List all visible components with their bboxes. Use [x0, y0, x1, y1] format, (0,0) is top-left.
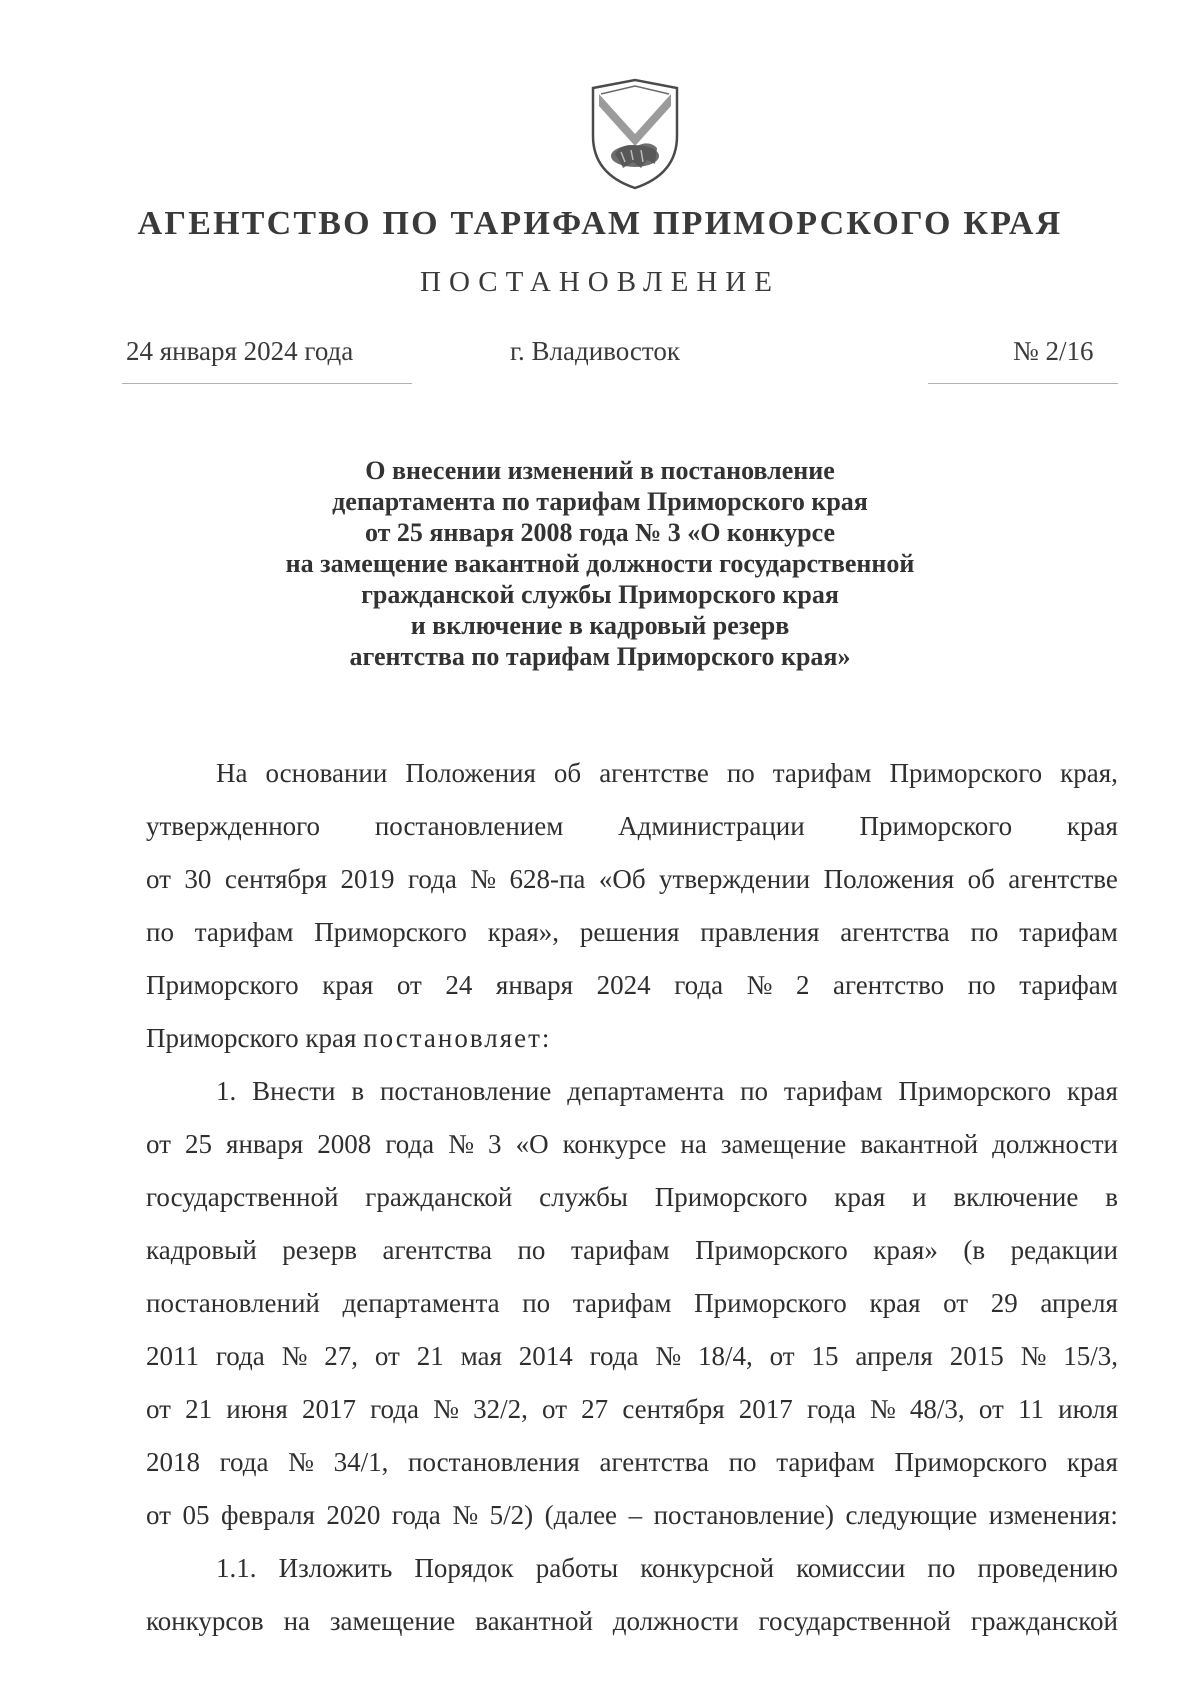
word: апреля: [855, 1341, 933, 1371]
word: 5/2): [489, 1500, 534, 1530]
word: 2017: [301, 1394, 356, 1424]
word: Приморского: [898, 1076, 1052, 1106]
word: 25: [185, 1129, 212, 1159]
word: года: [215, 1341, 265, 1371]
word: 27,: [324, 1341, 358, 1371]
coat-of-arms-emblem: [585, 74, 685, 192]
word: №: [448, 1129, 474, 1159]
word: Приморского: [889, 758, 1043, 788]
word: края: [322, 970, 374, 1000]
text-line: [146, 1012, 1118, 1065]
word: тарифам: [776, 1447, 875, 1477]
document-title: [0, 455, 1200, 672]
paragraph-item-1: [146, 1065, 1118, 1542]
word: 2018: [146, 1447, 200, 1477]
word: «О: [515, 1129, 549, 1159]
text-line: [146, 853, 1118, 906]
word: от: [769, 1341, 795, 1371]
word: 27: [581, 1394, 609, 1424]
resolves-word: постановляет:: [363, 1023, 552, 1053]
word: Положения: [405, 758, 536, 788]
word: №: [746, 970, 773, 1000]
word: государственной: [758, 1606, 951, 1636]
word: Приморского: [859, 811, 1013, 841]
document-number: № 2/16: [1013, 336, 1094, 366]
word: по: [967, 970, 996, 1000]
word: комиссии: [796, 1553, 906, 1583]
word: 21: [185, 1394, 213, 1424]
word: 15/3,: [1063, 1341, 1118, 1371]
word: года: [407, 864, 457, 894]
word: и: [912, 1182, 927, 1212]
word: 2024: [596, 970, 651, 1000]
word: основании: [265, 758, 388, 788]
word: края»: [873, 1235, 938, 1265]
paragraph-item-1-1: [146, 1542, 1118, 1648]
word: 3: [488, 1129, 502, 1159]
word: Порядок: [414, 1553, 514, 1583]
text-line: [146, 1595, 1118, 1648]
word: Внести: [252, 1076, 336, 1106]
word: 18/4,: [698, 1341, 753, 1371]
word: мая: [460, 1341, 502, 1371]
word: –: [628, 1500, 643, 1530]
document-type: ПОСТАНОВЛЕНИЕ: [420, 266, 780, 298]
word: «Об: [598, 864, 646, 894]
text-line: [146, 1171, 1118, 1224]
word: замещение: [720, 1129, 847, 1159]
word: кадровый: [146, 1235, 257, 1265]
word: края,: [1060, 758, 1118, 788]
word: края: [1066, 811, 1118, 841]
title-line: на замещение вакантной должности государственной: [285, 549, 915, 578]
word: 2017: [738, 1394, 793, 1424]
word: 34/1,: [333, 1447, 389, 1477]
word: об: [553, 758, 582, 788]
word: 2015: [949, 1341, 1004, 1371]
word: утверждении: [659, 864, 811, 894]
word: постановлением: [374, 811, 564, 841]
word: резерв: [282, 1235, 358, 1265]
text-line: [146, 1330, 1118, 1383]
text-line: [146, 1065, 1118, 1118]
word: На: [216, 758, 248, 788]
word: края: [834, 1182, 886, 1212]
word: года: [219, 1447, 269, 1477]
word: от: [374, 1341, 400, 1371]
word: на: [283, 1606, 310, 1636]
word: департамента: [342, 1288, 500, 1318]
word: Положения: [823, 864, 955, 894]
word: от: [146, 1500, 171, 1530]
title-line: от 25 января 2008 года № 3 «О конкурсе: [364, 518, 836, 547]
title-line: агентства по тарифам Приморского края»: [349, 642, 851, 671]
word: правления: [700, 917, 820, 947]
word: по: [517, 1235, 546, 1265]
text-fragment: Приморского края: [146, 1023, 364, 1053]
word: 24: [445, 970, 473, 1000]
word: 2020: [326, 1500, 381, 1530]
word: Изложить: [278, 1553, 393, 1583]
text-line: [146, 959, 1118, 1012]
word: 2014: [518, 1341, 573, 1371]
word: от: [146, 1129, 171, 1159]
word: июня: [226, 1394, 288, 1424]
word: изменения:: [988, 1500, 1118, 1530]
word: 2019: [340, 864, 395, 894]
word: конкурсной: [640, 1553, 775, 1583]
word: Приморского: [146, 970, 299, 1000]
word: решения: [579, 917, 680, 947]
word: по: [522, 1288, 551, 1318]
word: на: [680, 1129, 707, 1159]
word: тарифам: [1019, 970, 1118, 1000]
word: замещение: [329, 1606, 456, 1636]
word: тарифам: [1019, 917, 1118, 947]
word: конкурсов: [146, 1606, 264, 1636]
title-line: и включение в кадровый резерв: [410, 611, 790, 640]
document-body: [146, 747, 1118, 1648]
text-line: [146, 1489, 1118, 1542]
word: края: [1066, 1076, 1118, 1106]
text-line: [146, 1383, 1118, 1436]
word: 32/2,: [473, 1394, 528, 1424]
word: 48/3,: [909, 1394, 965, 1424]
word: в: [351, 1076, 365, 1106]
word: работы: [535, 1553, 619, 1583]
title-line: гражданской службы Приморского края: [361, 580, 839, 609]
word: агентстве: [599, 758, 709, 788]
text-line: [146, 1436, 1118, 1489]
word: по: [970, 917, 999, 947]
word: по: [728, 1447, 757, 1477]
word: 1.1.: [216, 1553, 257, 1583]
number-underline: [928, 383, 1118, 384]
word: 2011: [146, 1341, 199, 1371]
word: от: [396, 970, 422, 1000]
word: года: [674, 970, 724, 1000]
word: 1.: [216, 1076, 237, 1106]
word: года: [806, 1394, 856, 1424]
text-line: [146, 800, 1118, 853]
date-underline: [122, 383, 412, 384]
word: агентства: [840, 917, 950, 947]
title-line: О внесении изменений в постановление: [365, 456, 835, 485]
word: июля: [1058, 1394, 1118, 1424]
word: постановления: [408, 1447, 580, 1477]
word: тарифам: [570, 1235, 670, 1265]
word: (далее: [544, 1500, 618, 1530]
word: 29: [990, 1288, 1018, 1318]
word: от: [146, 864, 171, 894]
word: включение: [953, 1182, 1079, 1212]
word: 15: [811, 1341, 839, 1371]
word: утвержденного: [146, 811, 321, 841]
word: должности: [992, 1129, 1118, 1159]
word: департамента: [567, 1076, 725, 1106]
word: №: [433, 1394, 459, 1424]
text-line: [146, 1542, 1118, 1595]
word: агентства: [599, 1447, 709, 1477]
word: Приморского: [894, 1447, 1048, 1477]
word: постановлений: [146, 1288, 320, 1318]
word: февраля: [221, 1500, 315, 1530]
word: от: [943, 1288, 969, 1318]
word: года: [589, 1341, 639, 1371]
word: тарифам: [572, 1288, 672, 1318]
word: службы: [539, 1182, 628, 1212]
word: Приморского: [654, 1182, 808, 1212]
word: края: [869, 1288, 921, 1318]
word: агентстве: [1008, 864, 1118, 894]
word: от: [542, 1394, 567, 1424]
word: года: [370, 1394, 419, 1424]
paragraph-preamble: [146, 747, 1118, 1065]
word: редакции: [1010, 1235, 1118, 1265]
word: (в: [963, 1235, 986, 1265]
word: тарифам: [772, 758, 872, 788]
word: января: [495, 970, 574, 1000]
text-line: [146, 906, 1118, 959]
word: №: [288, 1447, 314, 1477]
word: года: [391, 1500, 441, 1530]
word: №: [655, 1341, 682, 1371]
word: от: [146, 1394, 171, 1424]
word: гражданской: [970, 1606, 1118, 1636]
word: 30: [184, 864, 212, 894]
word: по: [927, 1553, 956, 1583]
word: сентября: [622, 1394, 725, 1424]
word: апреля: [1040, 1288, 1118, 1318]
word: Приморского: [314, 917, 467, 947]
word: №: [869, 1394, 896, 1424]
word: 2008: [317, 1129, 372, 1159]
word: вакантной: [860, 1129, 979, 1159]
word: по: [726, 758, 755, 788]
word: конкурсе: [562, 1129, 667, 1159]
text-line: [146, 1224, 1118, 1277]
word: 2: [795, 970, 810, 1000]
word: об: [967, 864, 995, 894]
word: тарифам: [783, 1076, 883, 1106]
word: тарифам: [194, 917, 294, 947]
word: №: [1020, 1341, 1047, 1371]
word: постановление: [379, 1076, 552, 1106]
word: от: [978, 1394, 1004, 1424]
word: проведению: [977, 1553, 1118, 1583]
word: Администрации: [618, 811, 805, 841]
word: №: [452, 1500, 479, 1530]
word: 21: [416, 1341, 444, 1371]
word: сентября: [224, 864, 328, 894]
word: следующие: [845, 1500, 978, 1530]
document-date: 24 января 2024 года: [126, 336, 354, 366]
word: Приморского: [694, 1288, 847, 1318]
word: гражданской: [365, 1182, 513, 1212]
word: по: [740, 1076, 769, 1106]
word: края»,: [487, 917, 560, 947]
word: края: [1066, 1447, 1118, 1477]
word: по: [146, 917, 174, 947]
text-line: [146, 747, 1118, 800]
word: 11: [1017, 1394, 1044, 1424]
word: вакантной: [475, 1606, 593, 1636]
word: 628-па: [509, 864, 586, 894]
word: №: [281, 1341, 308, 1371]
agency-name: АГЕНТСТВО ПО ТАРИФАМ ПРИМОРСКОГО КРАЯ: [137, 205, 1063, 242]
word: агентства: [382, 1235, 492, 1265]
word: Приморского: [695, 1235, 848, 1265]
word: должности: [612, 1606, 739, 1636]
text-line: [146, 1277, 1118, 1330]
text-line: [146, 1118, 1118, 1171]
word: января: [226, 1129, 304, 1159]
word: агентство: [833, 970, 945, 1000]
word: постановление): [653, 1500, 835, 1530]
word: государственной: [146, 1182, 339, 1212]
word: года: [385, 1129, 435, 1159]
title-line: департамента по тарифам Приморского края: [332, 487, 868, 516]
document-city: г. Владивосток: [510, 336, 680, 366]
word: в: [1105, 1182, 1118, 1212]
word: №: [470, 864, 497, 894]
word: 05: [182, 1500, 210, 1530]
